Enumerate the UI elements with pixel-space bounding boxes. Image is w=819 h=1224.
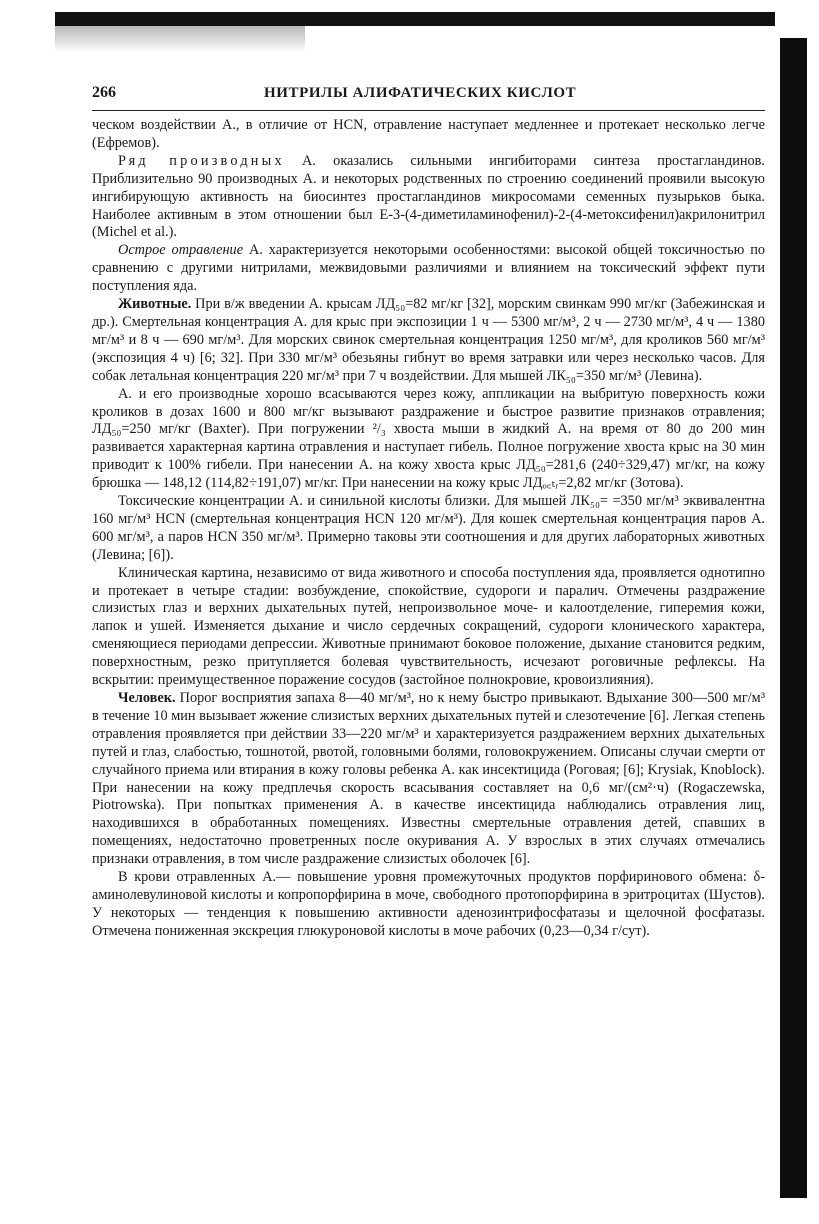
paragraph-skin-absorption: А. и его производные хорошо всасываются через кожу, аппликации на выбритую поверхность кожи кроликов в дозах 1600 и 800 мг/кг вызывают раздражение и быстрое развитие признаков отравления; ЛД₅₀=250 мг/кг (Baxter). При погружении ²/₃ хвоста мыши в жидкий А. на время от 80 до 200 мин развивается характерная картина отравления и наступает гибель. Полное погружение хвоста крыс на 30 мин приводит к 100% гибели. При нанесении А. на кожу хвоста крыс ЛД₅₀=281,6 (240÷329,47) мг/кг, на кожу брюшка — 148,12 (114,82÷191,07) мг/кг. При нанесении на кожу крыс ЛДₒ꜀ₜᵣ=2,82 мг/кг (Зотова).: [92, 385, 765, 492]
paragraph-lead-italic: Острое отравление: [118, 242, 244, 259]
paragraph-toxic-concentrations: Токсические концентрации А. и синильной кислоты близки. Для мышей ЛК₅₀= =350 мг/м³ эквивалентна 160 мг/м³ HCN (смертельная концентрация HCN 120 мг/м³). Для кошек смертельная концентрация паров А. 600 мг/м³, а паров HCN 350 мг/м³. Примерно таковы эти соотношения и для других лабораторных животных (Левина; [6]).: [92, 493, 765, 563]
book-page: [92, 84, 765, 941]
running-title: НИТРИЛЫ АЛИФАТИЧЕСКИХ КИСЛОТ: [264, 85, 577, 101]
page-header: [92, 84, 765, 111]
paragraph-lead-bold: Человек.: [118, 690, 176, 706]
paragraph-text: А. характеризуется некоторыми особенностями: высокой общей токсичностью по сравнению с другими нитрилами, межвидовыми различиями и влиянием на токсический эффект пути поступления яда.: [92, 242, 765, 295]
paragraph-animals: [92, 296, 765, 386]
paragraph-acute-poisoning: [92, 242, 765, 296]
paragraph-clinical-picture: Клиническая картина, независимо от вида животного и способа поступления яда, проявляется однотипно и протекает в четыре стадии: возбуждение, спокойствие, судороги и паралич. Отмечены раздражение слизистых глаз и верхних дыхательных путей, непроизвольное моче- и калоотделение, гиперемия кожи, лапок и ушей. Изменяется дыхание и число сердечных сокращений, судороги клонического характера, сменяющиеся периодами депрессии. Животные принимают боковое положение, дыхание становится редким, поверхностным, резко притупляется болевая чувствительность, исчезают роговичные рефлексы. На вскрытии: преимущественное поражение сосудов (застойное полнокровие, кровоизлияния).: [92, 564, 765, 689]
page-number: 266: [92, 84, 116, 101]
paragraph-text: Порог восприятия запаха 8—40 мг/м³, но к нему быстро привыкают. Вдыхание 300—500 мг/м³ в течение 10 мин вызывает жжение слизистых верхних дыхательных путей и слезотечение [6]. Легкая степень отравления проявляется при действии 33—220 мг/м³ и характеризуется раздражением верхних дыхательных путей и глаз, слабостью, тошнотой, рвотой, головными болями, головокружением. Описаны случаи смерти от случайного приема или втирания в кожу головы ребенка А. как инсектицида (Роговая; [6]; Krysiak, Knoblock). При нанесении на кожу предплечья скорость всасывания составляет на 0,6 мг/(см²·ч) (Rogaczewska, Piotrowska). При попытках применения А. в качестве инсектицида наблюдались отравления лиц, находившихся в обработанных помещениях. Известны смертельные отравления детей, спавших в помещениях, недостаточно проветренных после окуривания А. У взрослых в этих случаях отмечались признаки отравления, в том числе раздражение слизистых оболочек [6].: [92, 690, 765, 868]
paragraph-derivatives: [92, 153, 765, 243]
paragraph-text: А. оказались сильными ингибиторами синтеза простагландинов. Приблизительно 90 производных А. и некоторых родственных по строению соединений проявили высокую ингибирующую активность на биосинтез простагландинов микросомами семенных пузырьков быка. Наиболее активным в этом отношении был E-3-(4-диметиламинофенил)-2-(4-метоксифенил)акрилонитрил (Michel et al.).: [92, 152, 765, 241]
body-text: [92, 117, 765, 941]
scan-smudge: [55, 26, 305, 52]
paragraph-continuation: ческом воздействии А., в отличие от HCN, отравление наступает медленнее и протекает несколько легче (Ефремов).: [92, 117, 765, 151]
paragraph-lead-spaced: Ряд производных: [118, 152, 285, 169]
paragraph-human: [92, 690, 765, 869]
scan-edge-top: [55, 12, 775, 26]
paragraph-text: При в/ж введении А. крысам ЛД₅₀=82 мг/кг [32], морским свинкам 990 мг/кг (Забежинская и др.). Смертельная концентрация А. для крыс при экспозиции 1 ч — 5300 мг/м³, 2 ч — 2730 мг/м³, 4 ч — 1380 мг/м³ и 8 ч — 690 мг/м³. Для морских свинок смертельная концентрация 1250 мг/м³, для кроликов 560 мг/м³ (экспозиция 4 ч) [6; 32]. При 330 мг/м³ обезьяны гибнут во время затравки или через несколько часов. Для собак летальная концентрация 220 мг/м³ при 7 ч воздействии. Для мышей ЛК₅₀=350 мг/м³ (Левина).: [92, 296, 765, 384]
scan-edge-right: [780, 38, 807, 1198]
paragraph-lead-bold: Животные.: [118, 296, 192, 313]
paragraph-blood: В крови отравленных А.— повышение уровня промежуточных продуктов порфиринового обмена: δ-аминолевулиновой кислоты и копропорфирина в моче, свободного протопорфирина в эритроцитах (Шустов). У некоторых — тенденция к повышению активности аденозинтрифосфатазы и щелочной фосфатазы. Отмечена пониженная экскреция глюкуроновой кислоты в моче рабочих (0,23—0,34 г/сут).: [92, 869, 765, 939]
